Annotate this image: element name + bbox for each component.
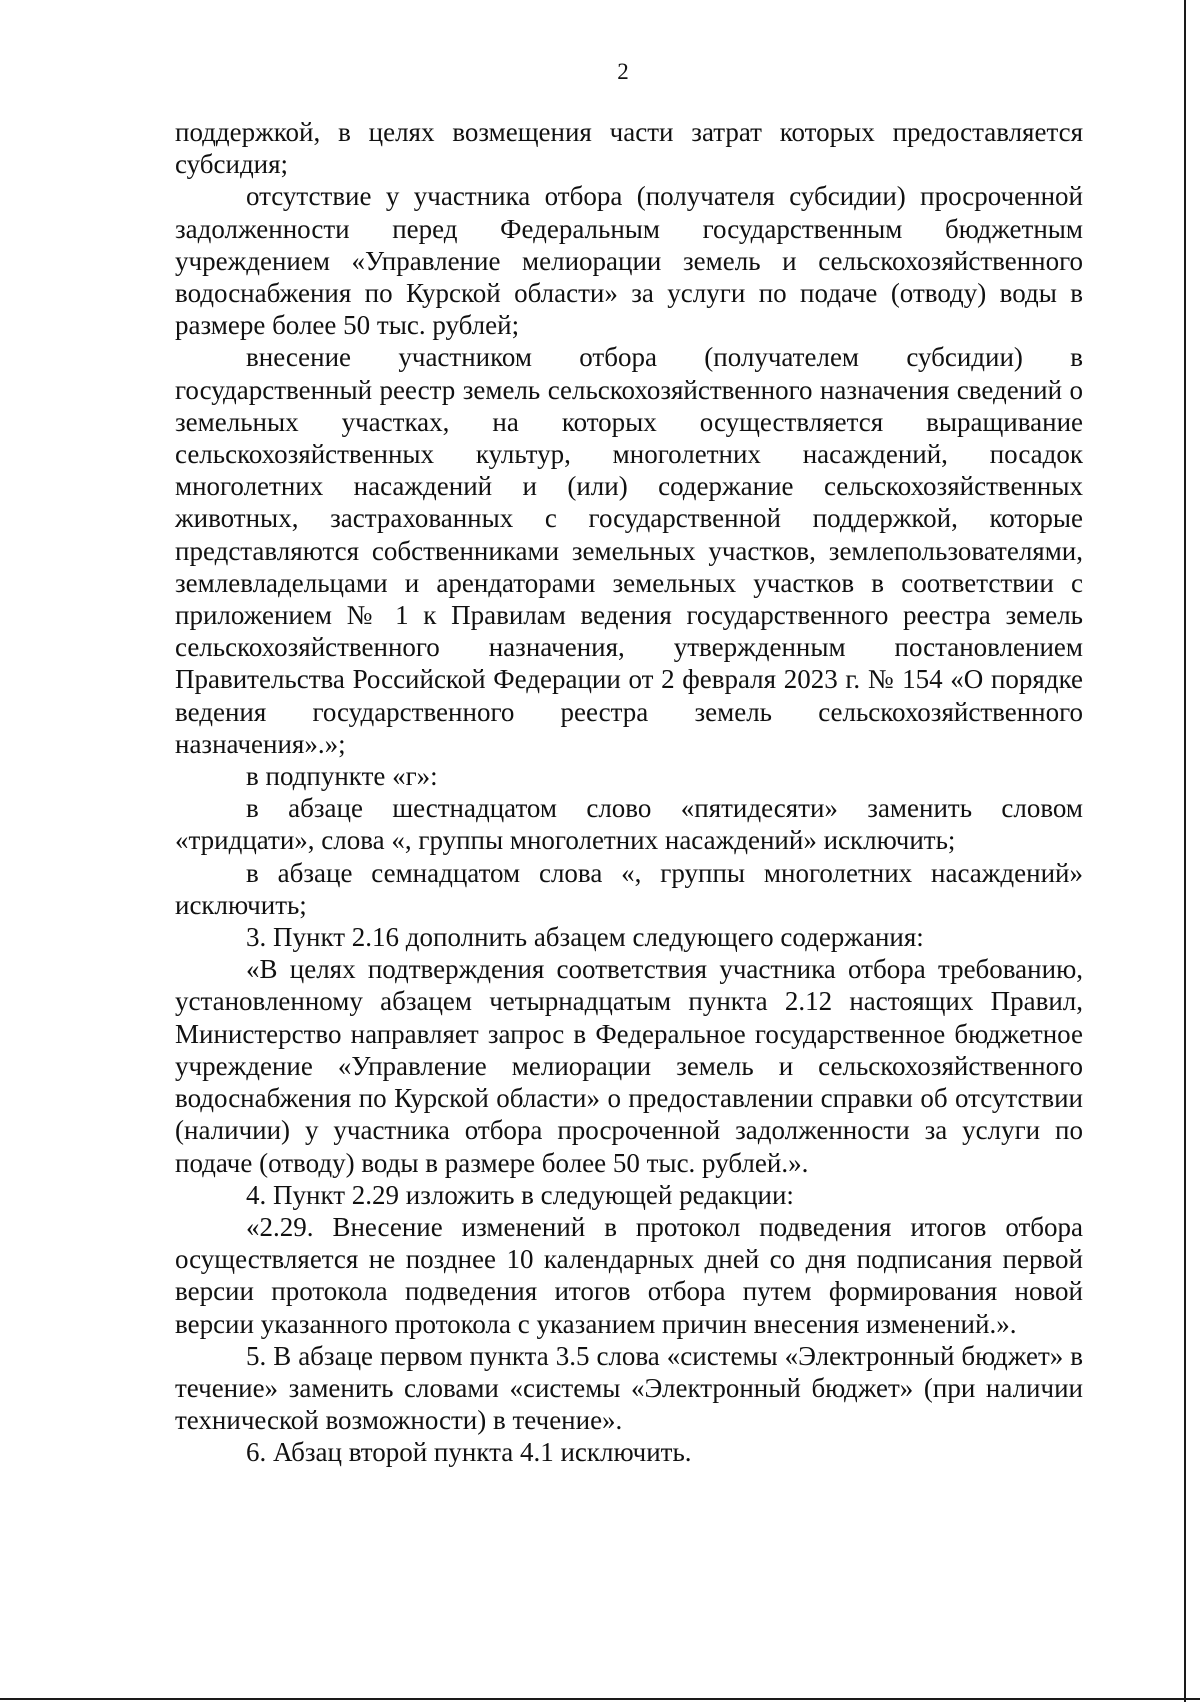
paragraph-registry-requirement: внесение участником отбора (получателем субсидии) в государственный реестр земель сельскохозяйственного назначения сведений о земельных участках, на которых осуществляется выращивание сельскохозяйственных культур, многолетних насаждений, посадок многолетних насаждений и (или) содержание сельскохозяйственных животных, застрахованных с государственной поддержкой, которые представляются собственниками земельных участков, землепользователями, землевладельцами и арендаторами земельных участков в соответствии с приложением № 1 к Правилам ведения государственного реестра земель сельскохозяйственного назначения, утвержденным постановлением Правительства Российской Федерации от 2 февраля 2023 г. № 154 «О порядке ведения государственного реестра земель сельскохозяйственного назначения».»;	[175, 342, 1083, 759]
paragraph-item-3-text: «В целях подтверждения соответствия участника отбора требованию, установленному абзацем четырнадцатым пункта 2.12 настоящих Правил, Министерство направляет запрос в Федеральное государственное бюджетное учреждение «Управление мелиорации земель и сельскохозяйственного водоснабжения по Курской области» о предоставлении справки об отсутствии (наличии) у участника отбора просроченной задолженности за услуги по подаче (отводу) воды в размере более 50 тыс. рублей.».	[175, 954, 1083, 1178]
scan-border-right	[1184, 0, 1186, 1702]
paragraph-continuation: поддержкой, в целях возмещения части затрат которых предоставляется субсидия;	[175, 117, 1083, 180]
paragraph-subpoint-g: в подпункте «г»:	[246, 761, 438, 792]
paragraph-item-6: 6. Абзац второй пункта 4.1 исключить.	[246, 1437, 692, 1468]
document-body	[175, 116, 1083, 1469]
paragraph-item-5: 5. В абзаце первом пункта 3.5 слова «системы «Электронный бюджет» в течение» заменить словами «системы «Электронный бюджет» (при наличии технической возможности) в течение».	[175, 1340, 1083, 1436]
paragraph-sixteenth-abzac: в абзаце шестнадцатом слово «пятидесяти» заменить словом «тридцати», слова «, группы многолетних насаждений» исключить;	[175, 793, 1083, 856]
paragraph-item-4: 4. Пункт 2.29 изложить в следующей редакции:	[246, 1179, 794, 1210]
paragraph-debt-requirement: отсутствие у участника отбора (получателя субсидии) просроченной задолженности перед Федеральным государственным бюджетным учреждением «Управление мелиорации земель и сельскохозяйственного водоснабжения по Курской области» за услуги по подаче (отводу) воды в размере более 50 тыс. рублей;	[175, 181, 1083, 341]
scan-border-bottom	[0, 1698, 1200, 1700]
paragraph-item-3: 3. Пункт 2.16 дополнить абзацем следующего содержания:	[246, 922, 924, 953]
paragraph-seventeenth-abzac: в абзаце семнадцатом слова «, группы многолетних насаждений» исключить;	[175, 857, 1083, 920]
paragraph-item-4-text: «2.29. Внесение изменений в протокол подведения итогов отбора осуществляется не позднее 10 календарных дней со дня подписания первой версии протокола подведения итогов отбора путем формирования новой версии указанного протокола с указанием причин внесения изменений.».	[175, 1211, 1083, 1339]
page-number: 2	[617, 59, 629, 84]
